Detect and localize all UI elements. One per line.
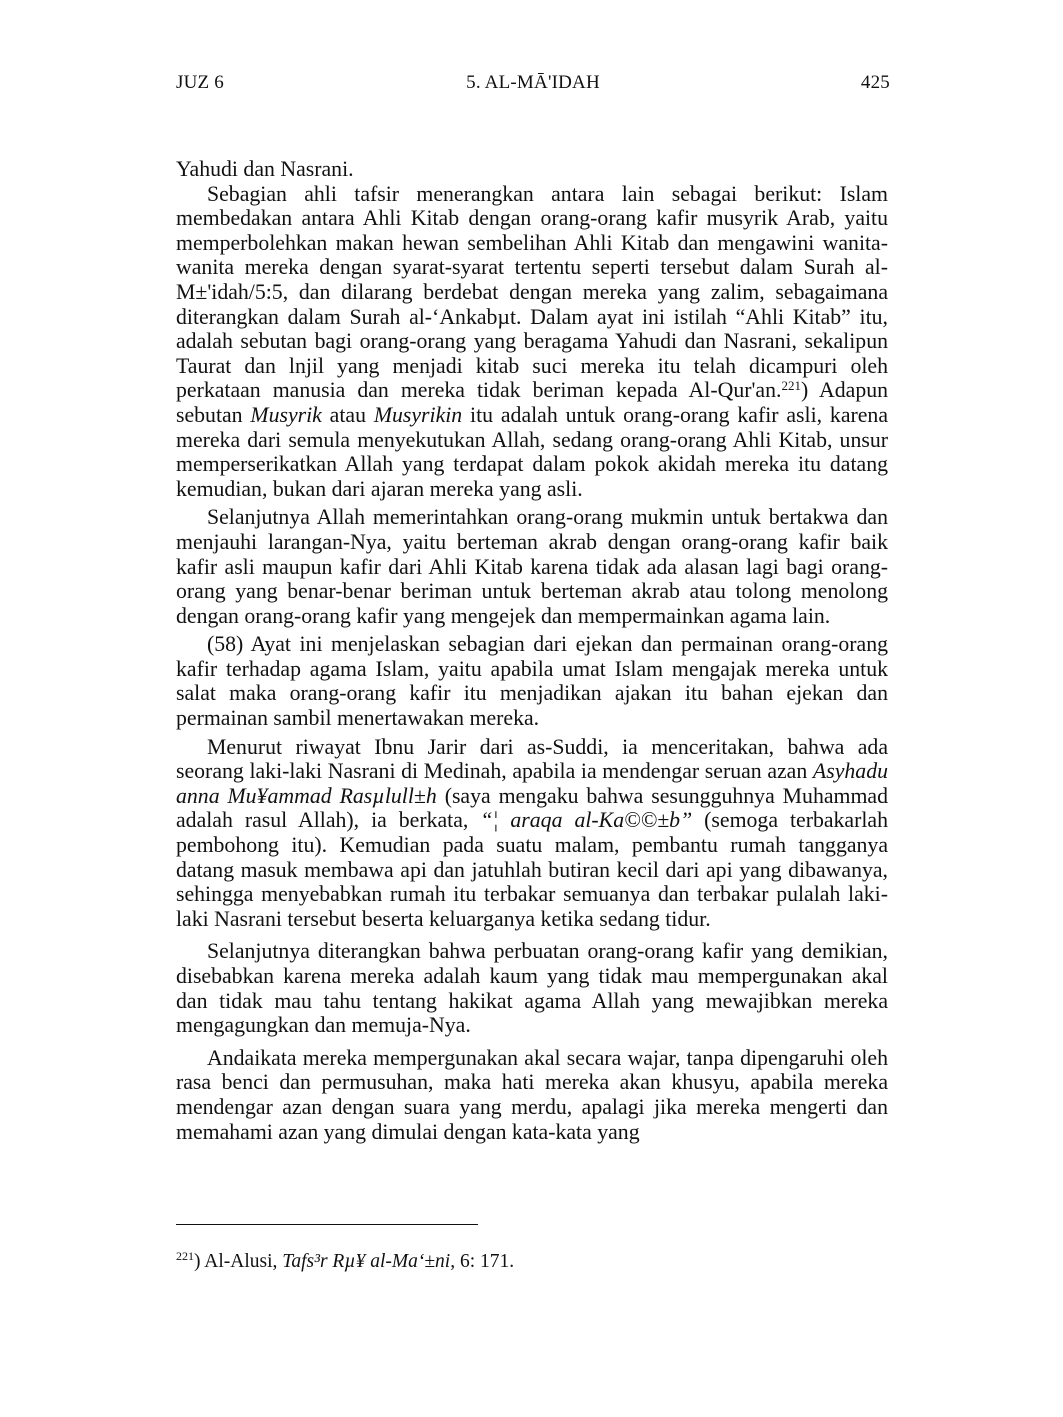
paragraph-ahli-kitab — [176, 182, 888, 502]
arabic-transliteration: Asyhadu anna Mu¥ammad Rasµlull±h — [176, 759, 888, 808]
term-musyrikin: Musyrikin — [373, 402, 463, 427]
running-header — [176, 72, 890, 100]
arabic-quote: “¦ araqa al-Ka©©±b” — [480, 808, 693, 833]
footnote-ref: 221 — [781, 378, 801, 394]
paragraph-text: (semoga terbakarlah pembohong itu). Kemudian pada suatu malam, pembantu rumah tangganya datang masuk membawa api dan jatuhlah butiran kecil dari api yang dibawanya, sehingga menyebabkan rumah itu terbakar semuanya dan terbakar pulalah laki-laki Nasrani tersebut beserta keluarganya ketika sedang tidur. — [176, 808, 888, 931]
term-musyrik: Musyrik — [250, 402, 322, 427]
footnote — [176, 1250, 888, 1274]
juz-label: JUZ 6 — [176, 72, 224, 93]
paragraph-continuation: Yahudi dan Nasrani. — [176, 157, 354, 181]
paragraph-larangan: Selanjutnya Allah memerintahkan orang-orang mukmin untuk bertakwa dan menjauhi larangan-Nya, yaitu berteman akrab dengan orang-orang kafir baik kafir asli maupun kafir dari Ahli Kitab karena tidak ada alasan lagi bagi orang-orang yang benar-benar beriman untuk berteman akrab atau tolong menolong dengan orang-orang kafir yang mengejek dan mempermainkan agama lain. — [176, 505, 888, 628]
footnote-number: 221 — [176, 1249, 194, 1263]
paragraph-text: ) Adapun sebutan — [176, 378, 889, 427]
paragraph-perbuatan-kafir: Selanjutnya diterangkan bahwa perbuatan orang-orang kafir yang demikian, disebabkan karena mereka adalah kaum yang tidak mau mempergunakan akal dan tidak mau tahu tentang hakikat agama Allah yang mewajibkan mereka mengagungkan dan memuja-Nya. — [176, 939, 888, 1038]
surah-title: 5. AL-MĀ'IDAH — [466, 72, 600, 93]
paragraph-andaikata: Andaikata mereka mempergunakan akal secara wajar, tanpa dipengaruhi oleh rasa benci dan permusuhan, maka hati mereka akan khusyu, apabila mereka mendengar azan dengan suara yang merdu, apalagi jika mereka mengerti dan memahami azan yang dimulai dengan kata-kata yang — [176, 1045, 888, 1144]
paragraph-text: Menurut riwayat Ibnu Jarir dari as-Suddi, ia menceritakan, bahwa ada seorang laki-laki Nasrani di Medinah, apabila ia mendengar seruan azan — [176, 734, 888, 784]
footnote-divider — [176, 1224, 478, 1225]
paragraph-text: Sebagian ahli tafsir menerangkan antara lain sebagai berikut: Islam membedakan antara Ahli Kitab dengan orang-orang kafir musyrik Arab, yaitu memperbolehkan makan hewan sembelihan Ahli Kitab dan mengawini wanita-wanita mereka dengan syarat-syarat tertentu seperti tersebut dalam Surah al-M±'idah/5:5, dan dilarang berdebat dengan mereka yang zalim, sebagaimana diterangkan dalam Surah al-‘Ankabµt. Dalam ayat ini istilah “Ahli Kitab” itu, adalah sebutan bagi orang-orang yang beragama Yahudi dan Nasrani, sekalipun Taurat dan lnjil yang menjadi kitab suci mereka itu telah dicampuri oleh perkataan manusia dan mereka tidak beriman kepada Al-Qur'an. — [176, 181, 888, 403]
footnote-title: Tafs³r Rµ¥ al-Ma‘±ni, — [282, 1251, 456, 1272]
paragraph-ayat-58: (58) Ayat ini menjelaskan sebagian dari ejekan dan permainan orang-orang kafir terhadap agama Islam, yaitu apabila umat Islam mengajak mereka untuk salat maka orang-orang kafir itu menjadikan ajakan itu bahan ejekan dan permainan sambil menertawakan mereka. — [176, 632, 888, 731]
body-text — [176, 157, 888, 1144]
page-number: 425 — [860, 72, 890, 93]
paragraph-text: itu adalah untuk orang-orang kafir asli, karena mereka dari semula menyekutukan Allah, sedang orang-orang Ahli Kitab, unsur memperserikatkan Allah yang terdapat dalam pokok akidah mereka itu datang kemudian, bukan dari ajaran mereka yang asli. — [176, 402, 889, 501]
paragraph-riwayat — [176, 735, 888, 932]
paragraph-text: (saya mengaku bahwa sesungguhnya Muhammad adalah rasul Allah), ia berkata, — [176, 783, 888, 833]
footnote-text: ) Al-Alusi, — [194, 1251, 283, 1272]
paragraph-text: atau — [321, 402, 374, 427]
footnote-text: 6: 171. — [455, 1251, 515, 1272]
